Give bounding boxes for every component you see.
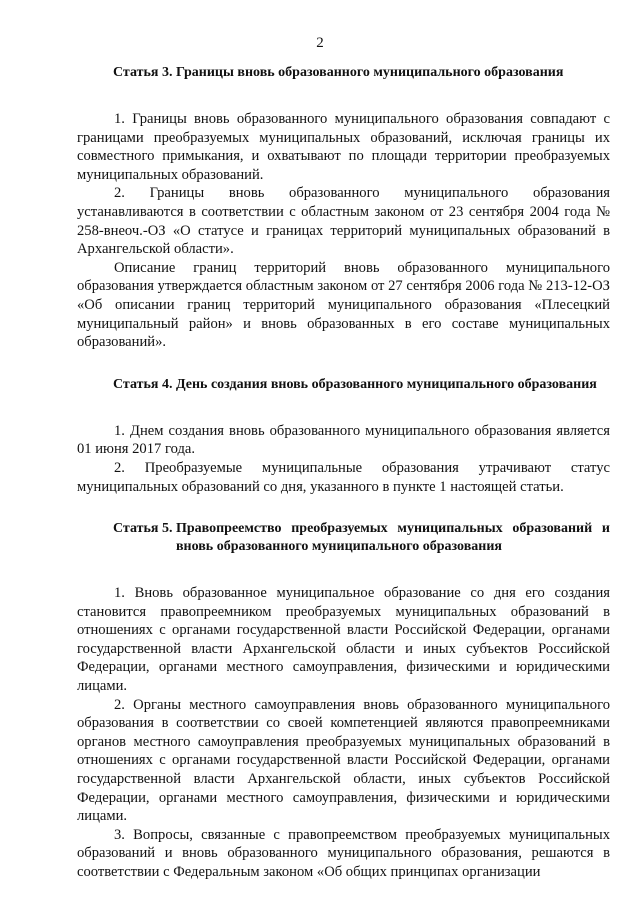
article-5-paragraph-1: 1. Вновь образованное муниципальное образование со дня его создания становится правопреемником преобразуемых муниципальных образований в отношениях с органами государственной власти Российской Федерации, органами государственной власти Архангельской области и иных субъектов Российской Федерации, органами местного самоуправления, физическими и юридическими лицами. <box>77 585 610 695</box>
article-4-body <box>77 422 610 496</box>
article-4-label: Статья 4. <box>113 376 176 392</box>
article-5-heading <box>113 520 610 556</box>
article-4-heading <box>113 376 610 394</box>
document-body <box>77 64 610 882</box>
article-4-title: День создания вновь образованного муниципального образования <box>175 376 597 392</box>
article-3-title: Границы вновь образованного муниципального образования <box>175 65 564 80</box>
article-3-paragraph-2: 2. Границы вновь образованного муниципального образования устанавливаются в соответствии с областным законом от 23 сентября 2004 года № 258-внеоч.-ОЗ «О статусе и границах территорий муниципальных образований в Архангельской области». <box>77 185 610 258</box>
article-5-body <box>77 584 610 882</box>
article-3-paragraph-1: 1. Границы вновь образованного муниципального образования совпадают с границами преобразуемых муниципальных образований, исключая границы их совместного примыкания, и охватывают по площади территории преобразуемых муниципальных образований. <box>77 111 610 183</box>
article-3-body <box>77 110 610 352</box>
article-3-paragraph-3: Описание границ территорий вновь образованного муниципального образования утверждается областным законом от 27 сентября 2006 года № 213-12-ОЗ «Об описании границ территорий муниципального образования «Плесецкий муниципальный район» и вновь образованных в его составе муниципальных образований». <box>77 259 610 351</box>
page-number: 2 <box>316 35 324 51</box>
article-4-paragraph-2: 2. Преобразуемые муниципальные образования утрачивают статус муниципальных образований со дня, указанного в пункте 1 настоящей статьи. <box>77 459 610 495</box>
article-5-label: Статья 5. <box>113 521 176 537</box>
article-5-title: Правопреемство преобразуемых муниципальных образований и вновь образованного муниципального образования <box>175 521 610 555</box>
article-5-paragraph-3: 3. Вопросы, связанные с правопреемством преобразуемых муниципальных образований и вновь образованного муниципального образования, решаются в соответствии с Федеральным законом «Об общих принципах организации <box>77 826 610 880</box>
article-3-label: Статья 3. <box>113 65 176 80</box>
article-3-heading <box>113 64 610 82</box>
article-4-paragraph-1: 1. Днем создания вновь образованного муниципального образования является 01 июня 2017 года. <box>77 422 610 458</box>
article-5-paragraph-2: 2. Органы местного самоуправления вновь образованного муниципального образования в соответствии со своей компетенцией являются правопреемниками органов местного самоуправления преобразуемых муниципальных образований в отношениях с органами государственной власти Российской Федерации, органами государственной власти Архангельской области, иных субъектов Российской Федерации, органами местного самоуправления, физическими и юридическими лицами. <box>77 696 610 825</box>
